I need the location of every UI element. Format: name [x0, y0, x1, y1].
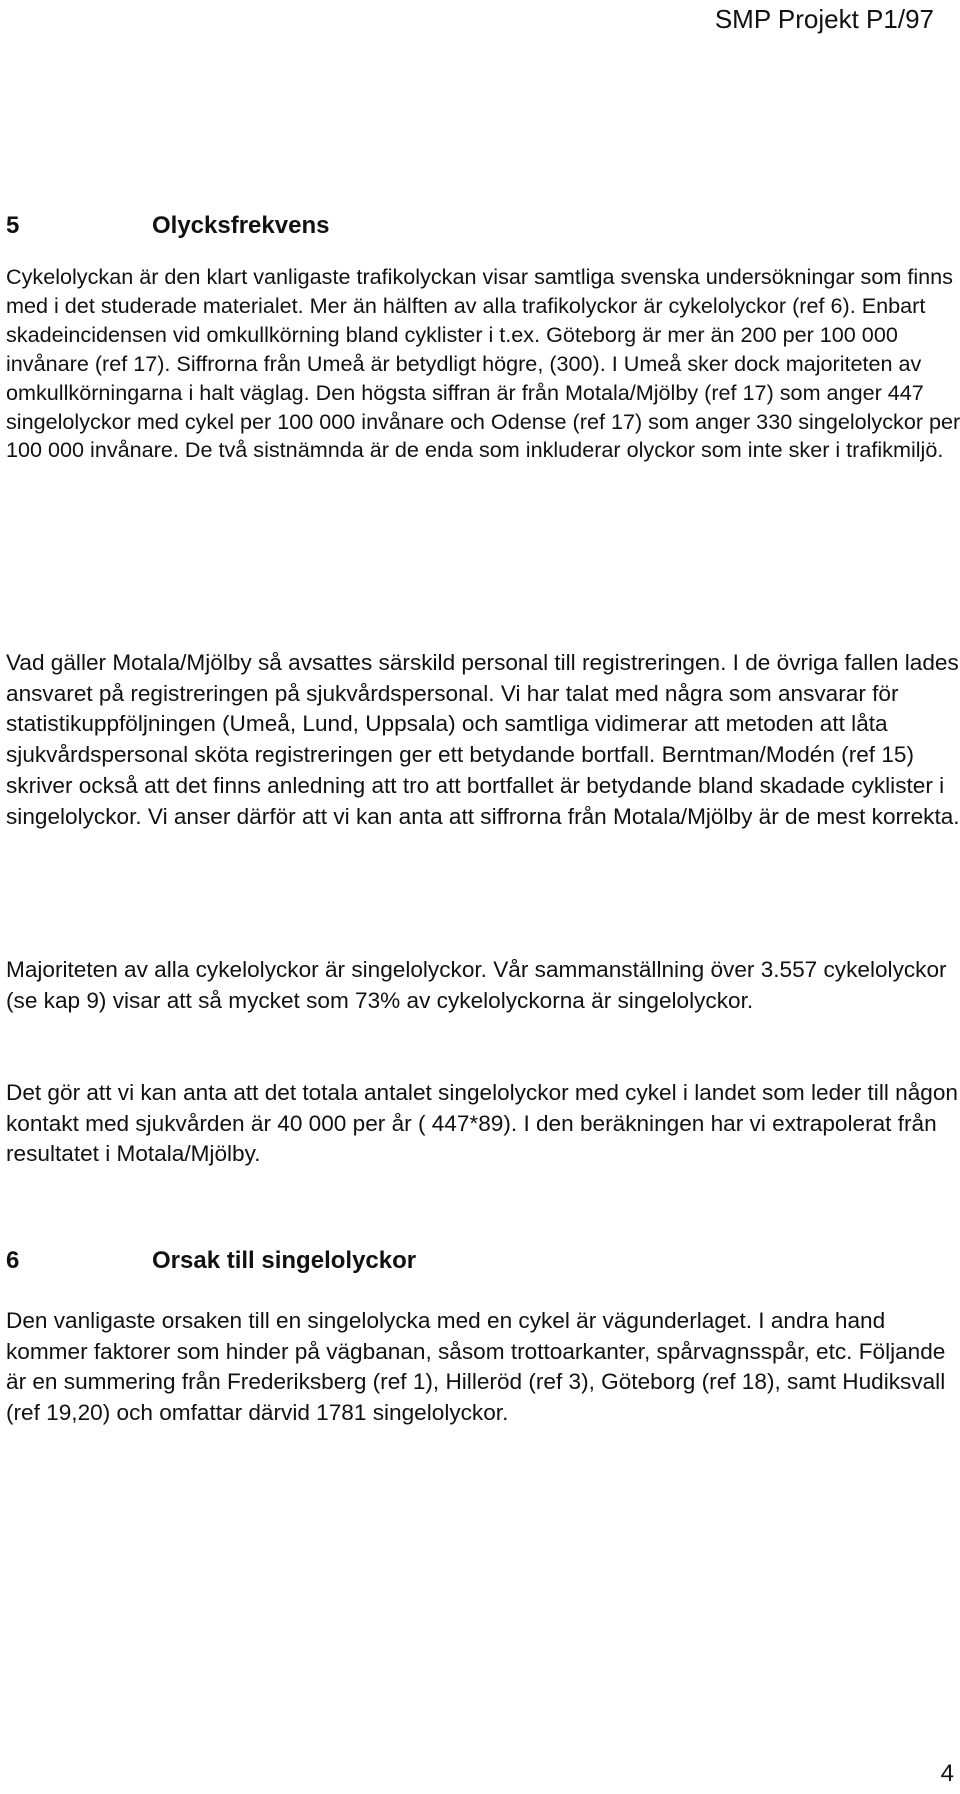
section-number: 5	[6, 212, 20, 239]
paragraph: Det gör att vi kan anta att det totala antalet singelolyckor med cykel i landet som leder till någon kontakt med sjukvården är 40 000 per år ( 447*89). I den beräkningen har vi extrapolerat från resultatet i Motala/Mjölby.	[6, 1080, 958, 1167]
section-6-heading	[6, 1247, 416, 1275]
paragraph: Majoriteten av alla cykelolyckor är singelolyckor. Vår sammanställning över 3.557 cykelolyckor (se kap 9) visar att så mycket som 73% av cykelolyckorna är singelolyckor.	[6, 957, 947, 1013]
paragraph: Den vanligaste orsaken till en singelolycka med en cykel är vägunderlaget. I andra hand kommer faktorer som hinder på vägbanan, såsom trottoarkanter, spårvagnsspår, etc. Följande är en summering från Frederiksberg (ref 1), Hilleröd (ref 3), Göteborg (ref 18), samt Hudiksvall (ref 19,20) och omfattar därvid 1781 singelolyckor.	[6, 1308, 946, 1426]
section-number: 6	[6, 1247, 20, 1274]
paragraph: Vad gäller Motala/Mjölby så avsattes särskild personal till registreringen. I de övriga fallen lades ansvaret på registreringen på sjukvårdspersonal. Vi har talat med några som ansvarar för statistikuppföljningen (Umeå, Lund, Uppsala) och samtliga vidimerar att metoden att låta sjukvårdspersonal sköta registreringen ger ett betydande bortfall. Berntman/Modén (ref 15) skriver också att det finns anledning att tro att bortfallet är betydande bland skadade cyklister i singelolyckor. Vi anser därför att vi kan anta att siffrorna från Motala/Mjölby är de mest korrekta.	[6, 650, 960, 829]
section-5-heading	[6, 212, 329, 240]
page-number: 4	[940, 1760, 954, 1787]
paragraph: Cykelolyckan är den klart vanligaste trafikolyckan visar samtliga svenska undersökningar som finns med i det studerade materialet. Mer än hälften av alla trafikolyckor är cykelolyckor (ref 6). Enbart skadeincidensen vid omkullkörning bland cyklister i t.ex. Göteborg är mer än 200 per 100 000 invånare (ref 17). Siffrorna från Umeå är betydligt högre, (300). I Umeå sker dock majoriteten av omkullkörningarna i halt väglag. Den högsta siffran är från Motala/Mjölby (ref 17) som anger 447 singelolyckor med cykel per 100 000 invånare och Odense (ref 17) som anger 330 singelolyckor per 100 000 invånare. De två sistnämnda är de enda som inkluderar olyckor som inte sker i trafikmiljö.	[6, 264, 960, 463]
section-title: Orsak till singelolyckor	[152, 1247, 417, 1274]
document-header: SMP Projekt P1/97	[714, 4, 934, 34]
section-title: Olycksfrekvens	[152, 212, 330, 239]
